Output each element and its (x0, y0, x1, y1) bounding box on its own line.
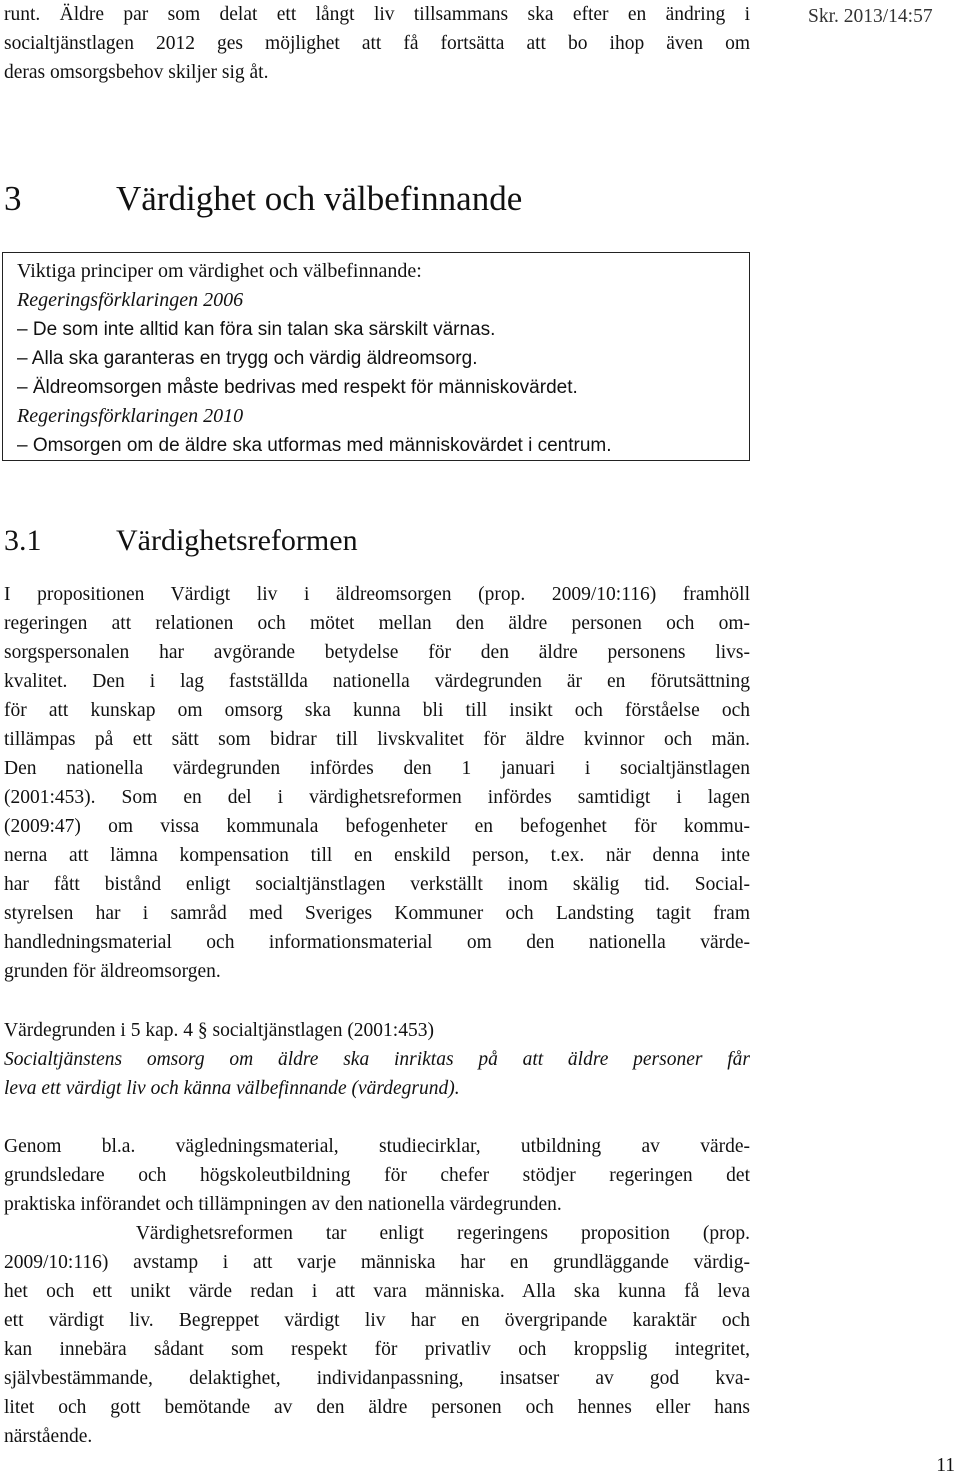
box-heading-2006: Regeringsförklaringen 2006 (17, 289, 244, 311)
text-line: styrelsen har i samråd med Sveriges Kommuner och Landsting tagit fram (4, 903, 750, 924)
text-line: nerna att lämna kompensation till en enskild person, t.ex. när denna inte (4, 845, 750, 866)
paragraph-3 (4, 1219, 750, 1451)
text-line: tillämpas på ett sätt som bidrar till livskvalitet för äldre kvinnor och män. (4, 729, 750, 750)
subsection-title: Värdighetsreformen (116, 524, 358, 557)
text-line: självbestämmande, delaktighet, individanpassning, insatser av god kva- (4, 1368, 750, 1389)
text-line: regeringen att relationen och mötet mellan den äldre personen och om- (4, 613, 750, 634)
box-item: – Alla ska garanteras en trygg och värdig äldreomsorg. (17, 348, 478, 369)
page-number: 11 (936, 1455, 955, 1476)
text-line: kvalitet. Den i lag fastställda nationella värdegrunden är en förutsättning (4, 671, 750, 692)
paragraph-2 (4, 1132, 750, 1219)
box-item: – Omsorgen om de äldre ska utformas med människovärdet i centrum. (17, 435, 612, 456)
document-reference: Skr. 2013/14:57 (808, 6, 933, 27)
text-line: deras omsorgsbehov skiljer sig åt. (4, 62, 269, 83)
text-line: het och ett unikt värde redan i att vara människa. Alla ska kunna få leva (4, 1281, 750, 1302)
text-line: handledningsmaterial och informationsmaterial om den nationella värde- (4, 932, 750, 953)
section-number: 3 (4, 179, 22, 218)
section-heading (4, 177, 522, 221)
text-line: Värdighetsreformen tar enligt regeringens proposition (prop. (4, 1223, 750, 1244)
text-line: socialtjänstlagen 2012 ges möjlighet att få fortsätta att bo ihop även om (4, 33, 750, 54)
text-line: Den nationella värdegrunden infördes den 1 januari i socialtjänstlagen (4, 758, 750, 779)
text-line: (2001:453). Som en del i värdighetsreformen infördes samtidigt i lagen (4, 787, 750, 808)
principles-box (2, 252, 750, 461)
subsection-number: 3.1 (4, 524, 42, 557)
subsection-heading (4, 521, 358, 561)
text-line: I propositionen Värdigt liv i äldreomsorgen (prop. 2009/10:116) framhöll (4, 584, 750, 605)
paragraph-1 (4, 580, 750, 986)
section-title: Värdighet och välbefinnande (116, 179, 523, 218)
text-line: har fått bistånd enligt socialtjänstlagen verkställt inom skälig tid. Social- (4, 874, 750, 895)
box-heading-2010: Regeringsförklaringen 2010 (17, 405, 244, 427)
text-line: för att kunskap om omsorg ska kunna bli till insikt och förståelse och (4, 700, 750, 721)
text-line: ett värdigt liv. Begreppet värdigt liv har en övergripande karaktär och (4, 1310, 750, 1331)
text-line: grunden för äldreomsorgen. (4, 961, 221, 982)
text-line: (2009:47) om vissa kommunala befogenheter en befogenhet för kommu- (4, 816, 750, 837)
quote-text (4, 1045, 750, 1103)
text-line: grundsledare och högskoleutbildning för chefer stödjer regeringen det (4, 1165, 750, 1186)
text-line: Genom bl.a. vägledningsmaterial, studiecirklar, utbildning av värde- (4, 1136, 750, 1157)
text-line: sorgspersonalen har avgörande betydelse för den äldre personens livs- (4, 642, 750, 663)
text-line: litet och gott bemötande av den äldre personen och hennes eller hans (4, 1397, 750, 1418)
box-intro: Viktiga principer om värdighet och välbefinnande: (17, 260, 422, 282)
quote-ref-line: Värdegrunden i 5 kap. 4 § socialtjänstlagen (2001:453) (4, 1020, 434, 1041)
text-line: kan innebära sådant som respekt för privatliv och kroppslig integritet, (4, 1339, 750, 1360)
box-item: – De som inte alltid kan föra sin talan ska särskilt värnas. (17, 319, 496, 340)
quote-line: Socialtjänstens omsorg om äldre ska inriktas på att äldre personer får (4, 1049, 750, 1070)
text-line: 2009/10:116) avstamp i att varje människa har en grundläggande värdig- (4, 1252, 750, 1273)
box-item: – Äldreomsorgen måste bedrivas med respekt för människovärdet. (17, 377, 578, 398)
top-paragraph (4, 0, 750, 87)
text-line: runt. Äldre par som delat ett långt liv tillsammans ska efter en ändring i (4, 4, 750, 25)
quote-reference (4, 1016, 750, 1045)
quote-line: leva ett värdigt liv och känna välbefinnande (värdegrund). (4, 1078, 460, 1099)
text-line: närstående. (4, 1426, 93, 1447)
text-line: praktiska införandet och tillämpningen av den nationella värdegrunden. (4, 1194, 562, 1215)
